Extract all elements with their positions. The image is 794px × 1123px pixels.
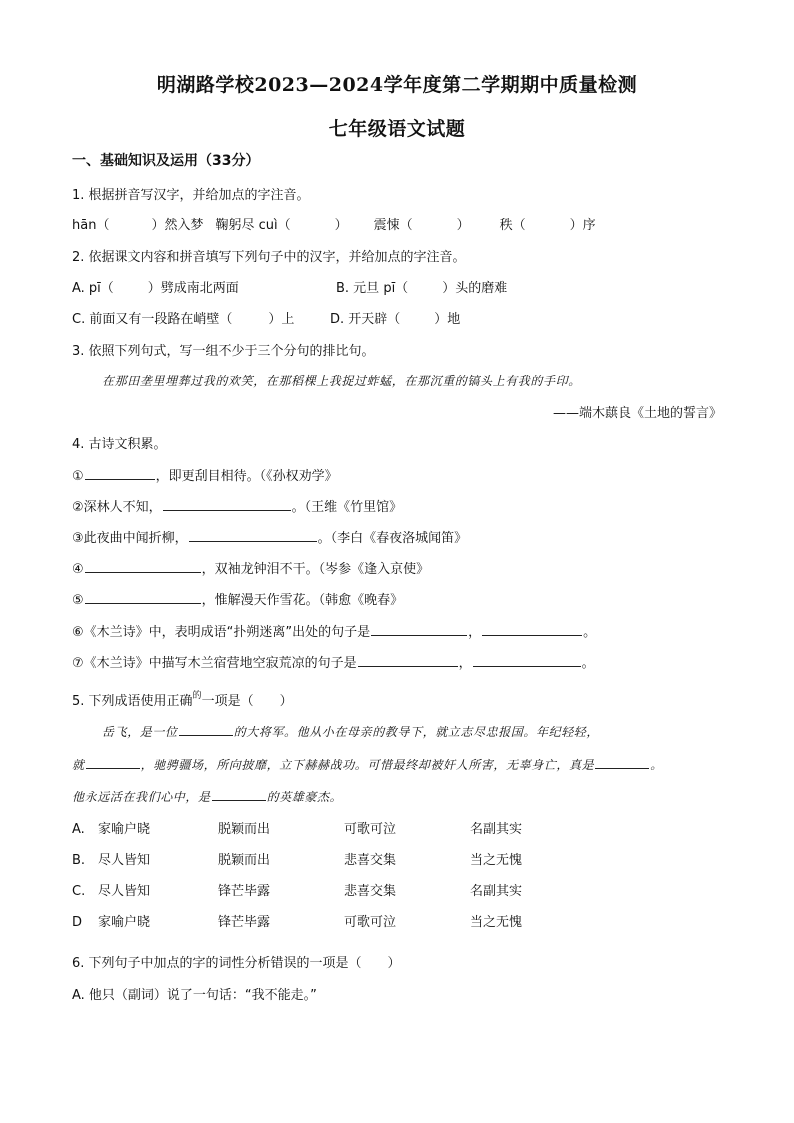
answer-blank[interactable] — [595, 756, 649, 769]
q4-line-7 — [72, 652, 595, 671]
q5-option-a[interactable] — [72, 818, 522, 837]
q1-item-3a: 震悚（ — [373, 218, 413, 233]
q4-l7-b: ， — [458, 656, 472, 671]
q4-line-5 — [72, 589, 403, 608]
q5-p3-b: 的英雄豪杰。 — [266, 790, 343, 804]
q2-option-b — [336, 277, 507, 296]
q5-a-label: A. — [72, 822, 85, 837]
q5-d-label: D — [72, 915, 83, 930]
q2-b-part1: B. 元旦 pī（ — [336, 281, 409, 296]
q4-l2-b: 。（王维《竹里馆》 — [291, 500, 403, 515]
q5-stem — [72, 690, 293, 709]
q4-stem: 4. 古诗文积累。 — [72, 437, 167, 452]
q5-option-c[interactable] — [72, 880, 522, 899]
answer-blank[interactable] — [189, 529, 317, 542]
q2-a-part1: A. pī（ — [72, 281, 114, 296]
q5-b-word-2: 脱颖而出 — [218, 853, 271, 868]
q4-line-2 — [72, 496, 402, 515]
q2-c-part2: ）上 — [268, 312, 295, 327]
q4-l6-a: ⑥《木兰诗》中，表明成语“扑朔迷离”出处的句子是 — [72, 625, 371, 640]
q5-passage-2 — [72, 756, 663, 773]
q5-stem-mark-wrap — [192, 691, 202, 709]
answer-blank[interactable] — [85, 560, 201, 573]
q5-c-word-1: 尽人皆知 — [98, 884, 151, 899]
q1-item-2b: ） — [334, 218, 348, 233]
answer-blank[interactable] — [358, 654, 458, 667]
q5-stem-b: 一项是（ ） — [201, 694, 293, 709]
q5-p2-b: ，驰骋疆场，所向披靡，立下赫赫战功。可惜最终却被奸人所害，无辜身亡，真是 — [140, 758, 595, 772]
q4-line-3 — [72, 527, 467, 546]
q2-d-part2: ）地 — [434, 312, 461, 327]
q4-l5-b: ，惟解漫天作雪花。（韩愈《晚春》 — [201, 593, 404, 608]
q5-passage-1 — [102, 723, 599, 740]
q4-l7-c: 。 — [581, 656, 595, 671]
q4-l4-a: ④ — [72, 562, 84, 577]
q3-source: ——端木蕻良《土地的誓言》 — [552, 406, 722, 421]
q1-item-1a: hān（ — [72, 218, 110, 233]
q4-l3-a: ③此夜曲中闻折柳， — [72, 531, 188, 546]
q5-d-word-2: 锋芒毕露 — [218, 915, 271, 930]
q5-b-label: B. — [72, 853, 86, 868]
q5-a-word-4: 名副其实 — [470, 822, 523, 837]
q4-l1-b: ，即更刮目相待。（《孙权劝学》 — [155, 469, 338, 484]
q2-b-part2: ）头的磨难 — [442, 281, 508, 296]
q2-a-part2: ）劈成南北两面 — [147, 281, 239, 296]
exam-title: 明湖路学校2023—2024学年度第二学期期中质量检测 — [156, 74, 638, 96]
q5-c-word-2: 锋芒毕露 — [218, 884, 271, 899]
q2-option-d — [330, 308, 460, 327]
q5-passage-3 — [72, 788, 342, 805]
q3-stem: 3. 依照下列句式，写一组不少于三个分句的排比句。 — [72, 344, 375, 359]
q4-l3-b: 。（李白《春夜洛城闻笛》 — [317, 531, 468, 546]
q4-l1-a: ① — [72, 469, 84, 484]
q1-item-4a: 秩（ — [499, 218, 526, 233]
q5-a-word-1: 家喻户晓 — [98, 822, 151, 837]
q4-l7-a: ⑦《木兰诗》中描写木兰宿营地空寂荒凉的句子是 — [72, 656, 357, 671]
q1-item-3b: ） — [456, 218, 470, 233]
q4-l6-b: ， — [468, 625, 482, 640]
q4-line-4 — [72, 558, 429, 577]
q5-b-word-4: 当之无愧 — [470, 853, 523, 868]
q2-option-c — [72, 308, 294, 327]
q5-c-word-4: 名副其实 — [470, 884, 523, 899]
q1-item-4b: ）序 — [569, 218, 596, 233]
q5-p2-a: 就 — [72, 758, 85, 772]
q2-c-part1: C. 前面又有一段路在峭壁（ — [72, 312, 233, 327]
q5-stem-mark: 的 — [192, 691, 202, 701]
q5-option-d[interactable] — [72, 911, 522, 930]
section-heading: 一、基础知识及运用（33分） — [72, 153, 260, 169]
q5-p3-a: 他永远活在我们心中，是 — [72, 790, 211, 804]
q4-line-6 — [72, 621, 596, 640]
q5-c-word-3: 悲喜交集 — [344, 884, 397, 899]
answer-blank[interactable] — [85, 591, 201, 604]
answer-blank[interactable] — [85, 467, 155, 480]
q5-a-word-2: 脱颖而出 — [218, 822, 271, 837]
answer-blank[interactable] — [163, 498, 291, 511]
answer-blank[interactable] — [371, 623, 467, 636]
q5-p1-a: 岳飞，是一位 — [102, 725, 178, 739]
answer-blank[interactable] — [473, 654, 581, 667]
answer-blank[interactable] — [86, 756, 140, 769]
q4-l6-c: 。 — [583, 625, 597, 640]
q5-p2-c: 。 — [650, 758, 663, 772]
q1-item-1b: ）然入梦 — [151, 218, 204, 233]
q2-d-part1: D. 开天辟（ — [330, 312, 401, 327]
q5-d-word-4: 当之无愧 — [470, 915, 523, 930]
q1-items — [72, 214, 596, 233]
q4-line-1 — [72, 465, 338, 484]
q2-stem: 2. 依据课文内容和拼音填写下列句子中的汉字，并给加点的字注音。 — [72, 250, 466, 265]
answer-blank[interactable] — [482, 623, 582, 636]
q3-quote: 在那田垄里埋葬过我的欢笑，在那稻棵上我捉过蚱蜢，在那沉重的镐头上有我的手印。 — [102, 374, 581, 388]
answer-blank[interactable] — [212, 788, 266, 801]
q5-d-word-1: 家喻户晓 — [98, 915, 151, 930]
q2-option-a — [72, 277, 239, 296]
q5-b-word-3: 悲喜交集 — [344, 853, 397, 868]
q6-stem: 6. 下列句子中加点的字的词性分析错误的一项是（ ） — [72, 956, 401, 971]
q1-stem: 1. 根据拼音写汉字，并给加点的字注音。 — [72, 188, 310, 203]
q5-stem-a: 5. 下列成语使用正确 — [72, 694, 193, 709]
q5-p1-b: 的大将军。他从小在母亲的教导下，就立志尽忠报国。年纪轻轻， — [233, 725, 600, 739]
q1-item-2a: 鞠躬尽 cuì（ — [215, 218, 291, 233]
q5-option-b[interactable] — [72, 849, 522, 868]
q4-l2-a: ②深林人不知， — [72, 500, 162, 515]
q5-d-word-3: 可歌可泣 — [344, 915, 397, 930]
exam-subtitle: 七年级语文试题 — [328, 118, 466, 140]
answer-blank[interactable] — [179, 723, 233, 736]
q4-l4-b: ，双袖龙钟泪不干。（岑参《逢入京使》 — [201, 562, 430, 577]
q4-l5-a: ⑤ — [72, 593, 84, 608]
q6-option-a[interactable]: A. 他只（副词）说了一句话：“我不能走。” — [72, 988, 317, 1003]
q5-c-label: C. — [72, 884, 86, 899]
q5-a-word-3: 可歌可泣 — [344, 822, 397, 837]
q5-b-word-1: 尽人皆知 — [98, 853, 151, 868]
